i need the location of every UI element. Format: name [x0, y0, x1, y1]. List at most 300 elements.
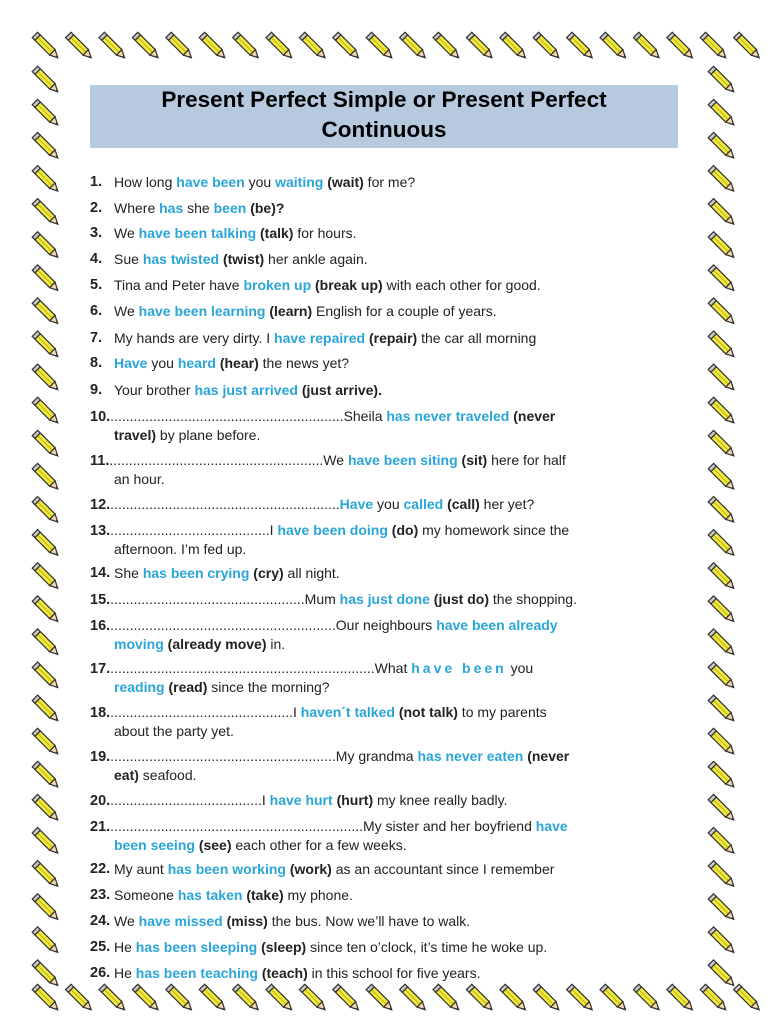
exercise-number: 14. — [90, 565, 111, 581]
pencil-icon — [708, 927, 736, 955]
verb-hint: (break up) — [315, 277, 383, 293]
sentence-text: you — [147, 355, 178, 371]
verb-hint: (hurt) — [336, 792, 374, 808]
sentence-text: afternoon. I’m fed up. — [114, 541, 247, 557]
answer-text: have been already — [436, 617, 558, 633]
answer-text: Have — [339, 496, 374, 512]
pencil-icon — [199, 32, 227, 60]
pencil-icon — [32, 232, 60, 260]
exercise-sentence — [90, 659, 670, 678]
answer-text: has been teaching — [135, 965, 258, 981]
pencil-icon — [667, 984, 695, 1012]
exercise-sentence — [90, 381, 670, 399]
pencil-icon — [433, 984, 461, 1012]
answer-text: heard — [177, 355, 216, 371]
exercise-continuation — [90, 635, 670, 653]
pencil-icon — [132, 984, 160, 1012]
sentence-text: for hours. — [293, 225, 357, 241]
verb-hint: (just arrive). — [301, 382, 382, 398]
exercise-item — [90, 250, 670, 268]
exercise-sentence — [90, 407, 670, 426]
exercise-number: 21. — [90, 819, 111, 835]
exercise-sentence — [90, 302, 670, 320]
exercise-number: 12. — [90, 497, 111, 513]
sentence-text: He — [114, 965, 136, 981]
pencil-icon — [708, 232, 736, 260]
pencil-icon — [32, 761, 60, 789]
exercise-number: 11. — [90, 453, 110, 469]
sentence-text: about the party yet. — [114, 723, 234, 739]
exercise-number: 8. — [90, 355, 103, 371]
verb-hint: (see) — [198, 837, 232, 853]
exercise-number: 23. — [90, 887, 111, 903]
exercise-number: 7. — [90, 330, 103, 346]
pencil-icon — [708, 463, 736, 491]
exercise-number: 17. — [90, 661, 111, 677]
pencil-icon — [32, 984, 60, 1012]
sentence-text: I — [269, 522, 278, 538]
title-box — [90, 85, 678, 148]
pencil-icon — [333, 984, 361, 1012]
exercise-item — [90, 659, 670, 696]
pencil-icon — [32, 32, 60, 60]
sentence-text: you — [244, 174, 276, 190]
exercise-item — [90, 886, 670, 904]
sentence-text: He — [114, 939, 136, 955]
answer-blank: ................................................................. — [110, 818, 363, 834]
pencil-icon — [708, 166, 736, 194]
exercise-number: 2. — [90, 200, 103, 216]
answer-text: has never eaten — [417, 748, 524, 764]
answer-text: have hurt — [269, 792, 333, 808]
exercise-item — [90, 817, 670, 854]
answer-blank: ....................................... — [110, 792, 262, 808]
answer-blank: .......................................................... — [110, 617, 336, 633]
pencil-icon — [466, 984, 494, 1012]
sentence-text: you — [373, 496, 404, 512]
verb-hint: (sleep) — [261, 939, 307, 955]
answer-text: have been doing — [277, 522, 388, 538]
sentence-text: My aunt — [114, 861, 168, 877]
sentence-text: the bus. Now we’ll have to walk. — [267, 913, 471, 929]
exercise-sentence — [90, 564, 670, 582]
exercise-item — [90, 199, 670, 217]
sentence-text: My grandma — [335, 748, 418, 764]
pencil-icon — [32, 397, 60, 425]
pencil-icon — [266, 32, 294, 60]
sentence-text: the shopping. — [489, 591, 577, 607]
pencil-icon — [708, 629, 736, 657]
sentence-text: the car all morning — [417, 330, 537, 346]
exercise-item — [90, 791, 670, 810]
pencil-icon — [32, 828, 60, 856]
sentence-text: I — [293, 704, 301, 720]
sentence-text: you — [506, 660, 534, 676]
verb-hint: (talk) — [260, 225, 294, 241]
exercise-continuation — [90, 836, 670, 854]
exercise-sentence — [90, 703, 670, 722]
verb-hint: (call) — [447, 496, 480, 512]
answer-text: has twisted — [142, 251, 220, 267]
exercise-item — [90, 407, 670, 444]
exercise-sentence — [90, 590, 670, 609]
answer-text: has — [159, 200, 184, 216]
exercise-sentence — [90, 938, 670, 956]
pencil-icon — [32, 596, 60, 624]
sentence-text: all night. — [283, 565, 340, 581]
pencil-icon — [500, 984, 528, 1012]
verb-hint: (work) — [289, 861, 332, 877]
verb-hint: (repair) — [368, 330, 418, 346]
sentence-text: Someone — [114, 887, 178, 903]
exercise-item — [90, 173, 670, 191]
answer-blank: ........................................................... — [110, 496, 340, 512]
answer-text: haven´t talked — [300, 704, 395, 720]
pencil-icon — [366, 984, 394, 1012]
pencil-icon — [32, 199, 60, 227]
exercise-continuation — [90, 470, 670, 488]
sentence-text: We — [114, 303, 139, 319]
exercise-item — [90, 703, 670, 740]
pencil-icon — [32, 331, 60, 359]
pencil-icon — [32, 894, 60, 922]
pencil-icon — [32, 430, 60, 458]
pencil-icon — [708, 728, 736, 756]
answer-text: broken up — [243, 277, 312, 293]
sentence-text: Sue — [114, 251, 143, 267]
answer-text: have been — [176, 174, 245, 190]
answer-text: have been siting — [347, 452, 458, 468]
exercise-item — [90, 521, 670, 558]
verb-hint: eat) — [114, 767, 139, 783]
pencil-icon — [266, 984, 294, 1012]
sentence-text: My hands are very dirty. I — [114, 330, 275, 346]
pencil-icon — [708, 828, 736, 856]
verb-hint: (already move) — [167, 636, 267, 652]
exercise-number: 19. — [90, 749, 111, 765]
verb-hint: travel) — [114, 427, 157, 443]
exercise-number: 16. — [90, 618, 111, 634]
verb-hint: (take) — [246, 887, 284, 903]
sentence-text: Our neighbours — [335, 617, 437, 633]
answer-text: called — [403, 496, 444, 512]
sentence-text: to my parents — [457, 704, 547, 720]
exercise-sentence — [90, 329, 670, 347]
pencil-icon — [99, 32, 127, 60]
pencil-icon — [32, 927, 60, 955]
pencil-icon — [600, 984, 628, 1012]
pencil-icon — [333, 32, 361, 60]
exercise-continuation — [90, 426, 670, 444]
answer-blank: ....................................................... — [109, 452, 324, 468]
sentence-text: What — [374, 660, 412, 676]
exercise-number: 24. — [90, 913, 111, 929]
exercise-item — [90, 590, 670, 609]
pencil-icon — [708, 430, 736, 458]
pencil-icon — [708, 695, 736, 723]
sentence-text: the news yet? — [258, 355, 350, 371]
sentence-text: she — [183, 200, 214, 216]
answer-text: has been crying — [142, 565, 250, 581]
pencil-icon — [199, 984, 227, 1012]
verb-hint: (never — [513, 408, 556, 424]
sentence-text: She — [114, 565, 143, 581]
pencil-icon — [708, 397, 736, 425]
pencil-icon — [32, 794, 60, 822]
pencil-icon — [32, 364, 60, 392]
verb-hint: (just do) — [433, 591, 489, 607]
sentence-text: Sheila — [343, 408, 387, 424]
exercise-number: 13. — [90, 523, 111, 539]
pencil-icon — [734, 984, 762, 1012]
pencil-icon — [667, 32, 695, 60]
pencil-icon — [32, 298, 60, 326]
sentence-text: for me? — [363, 174, 416, 190]
answer-text: have been — [411, 660, 507, 676]
exercise-item — [90, 276, 670, 294]
answer-text: has never traveled — [386, 408, 510, 424]
answer-blank: ......................................... — [110, 522, 270, 538]
exercise-sentence — [90, 747, 670, 766]
pencil-icon — [708, 596, 736, 624]
verb-hint: (never — [527, 748, 570, 764]
pencil-icon — [400, 984, 428, 1012]
exercise-item — [90, 381, 670, 399]
pencil-icon — [32, 728, 60, 756]
exercise-item — [90, 938, 670, 956]
pencil-icon — [708, 794, 736, 822]
pencil-icon — [233, 984, 261, 1012]
pencil-icon — [708, 364, 736, 392]
exercise-number: 26. — [90, 965, 111, 981]
pencil-icon — [32, 861, 60, 889]
exercise-continuation — [90, 540, 670, 558]
exercise-sentence — [90, 964, 670, 982]
sentence-text: as an accountant since I remember — [331, 861, 555, 877]
exercise-number: 22. — [90, 861, 111, 877]
verb-hint: (wait) — [327, 174, 364, 190]
sentence-text: since ten o’clock, it’s time he woke up. — [306, 939, 548, 955]
sentence-text: Where — [114, 200, 160, 216]
answer-text: waiting — [275, 174, 324, 190]
exercise-sentence — [90, 173, 670, 191]
pencil-icon — [708, 132, 736, 160]
exercise-item — [90, 302, 670, 320]
title-line-2: Continuous — [321, 117, 447, 142]
sentence-text: with each other for good. — [382, 277, 541, 293]
pencil-icon — [32, 563, 60, 591]
verb-hint: (miss) — [226, 913, 268, 929]
pencil-icon — [700, 32, 728, 60]
sentence-text: her yet? — [479, 496, 535, 512]
pencil-icon — [99, 984, 127, 1012]
pencil-icon — [32, 66, 60, 94]
exercise-number: 10. — [90, 409, 111, 425]
answer-blank: .................................................................... — [110, 660, 375, 676]
sentence-text: her ankle again. — [264, 251, 368, 267]
sentence-text: Mum — [304, 591, 340, 607]
answer-text: been — [213, 200, 247, 216]
exercise-number: 15. — [90, 592, 111, 608]
exercise-item — [90, 912, 670, 930]
sentence-text: We — [114, 913, 139, 929]
exercise-item — [90, 329, 670, 347]
exercise-number: 9. — [90, 382, 103, 398]
sentence-text: my homework since the — [418, 522, 570, 538]
exercise-item — [90, 451, 670, 488]
pencil-icon — [708, 563, 736, 591]
sentence-text: Your brother — [114, 382, 195, 398]
answer-blank: .......................................................... — [110, 748, 336, 764]
answer-text: been seeing — [114, 837, 195, 853]
sentence-text: an hour. — [114, 471, 165, 487]
pencil-icon — [299, 984, 327, 1012]
pencil-icon — [466, 32, 494, 60]
pencil-icon — [708, 497, 736, 525]
exercise-item — [90, 354, 670, 372]
answer-text: moving — [114, 636, 164, 652]
answer-text: have — [535, 818, 568, 834]
exercise-item — [90, 495, 670, 514]
verb-hint: (sit) — [461, 452, 488, 468]
pencil-icon — [433, 32, 461, 60]
exercise-sentence — [90, 791, 670, 810]
exercise-continuation — [90, 766, 670, 784]
pencil-icon — [708, 331, 736, 359]
exercise-sentence — [90, 451, 670, 470]
verb-hint: (not talk) — [398, 704, 458, 720]
pencil-icon — [366, 32, 394, 60]
pencil-icon — [400, 32, 428, 60]
pencil-icon — [66, 32, 94, 60]
sentence-text: in. — [266, 636, 286, 652]
pencil-icon — [32, 132, 60, 160]
exercise-sentence — [90, 250, 670, 268]
pencil-icon — [708, 662, 736, 690]
exercise-sentence — [90, 199, 670, 217]
pencil-icon — [567, 32, 595, 60]
pencil-icon — [708, 199, 736, 227]
pencil-icon — [700, 984, 728, 1012]
sentence-text: English for a couple of years. — [312, 303, 497, 319]
sentence-text: my knee really badly. — [373, 792, 508, 808]
pencil-icon — [500, 32, 528, 60]
exercise-sentence — [90, 224, 670, 242]
exercise-sentence — [90, 276, 670, 294]
answer-text: has just done — [339, 591, 430, 607]
pencil-icon — [32, 497, 60, 525]
sentence-text: in this school for five years. — [307, 965, 481, 981]
pencil-icon — [533, 32, 561, 60]
exercise-item — [90, 964, 670, 982]
pencil-icon — [708, 265, 736, 293]
exercise-number: 25. — [90, 939, 111, 955]
exercise-continuation — [90, 678, 670, 696]
pencil-icon — [633, 32, 661, 60]
pencil-icon — [708, 761, 736, 789]
pencil-icon — [32, 960, 60, 988]
sentence-text: We — [323, 452, 348, 468]
verb-hint: (teach) — [261, 965, 308, 981]
exercise-sentence — [90, 354, 670, 372]
answer-text: have repaired — [274, 330, 366, 346]
pencil-icon — [32, 463, 60, 491]
exercise-item — [90, 860, 670, 878]
answer-blank: ............................................................ — [110, 408, 344, 424]
pencil-icon — [708, 530, 736, 558]
pencil-icon — [734, 32, 762, 60]
answer-text: has taken — [177, 887, 243, 903]
answer-text: reading — [114, 679, 165, 695]
pencil-icon — [32, 662, 60, 690]
exercise-continuation — [90, 722, 670, 740]
verb-hint: (twist) — [222, 251, 265, 267]
pencil-icon — [166, 984, 194, 1012]
verb-hint: (learn) — [269, 303, 313, 319]
pencil-icon — [32, 99, 60, 127]
exercise-number: 6. — [90, 303, 103, 319]
sentence-text: Tina and Peter have — [114, 277, 244, 293]
verb-hint: (hear) — [219, 355, 259, 371]
verb-hint: (cry) — [253, 565, 284, 581]
pencil-icon — [299, 32, 327, 60]
answer-blank: ............................................... — [110, 704, 293, 720]
pencil-icon — [32, 695, 60, 723]
exercise-number: 5. — [90, 277, 103, 293]
exercise-item — [90, 616, 670, 653]
answer-blank: .................................................. — [110, 591, 305, 607]
pencil-icon — [708, 298, 736, 326]
pencil-icon — [32, 629, 60, 657]
verb-hint: (do) — [391, 522, 419, 538]
answer-text: has just arrived — [194, 382, 298, 398]
pencil-icon — [132, 32, 160, 60]
pencil-icon — [32, 166, 60, 194]
exercise-sentence — [90, 495, 670, 514]
answer-text: Have — [114, 355, 148, 371]
exercise-sentence — [90, 616, 670, 635]
sentence-text: since the morning? — [207, 679, 330, 695]
exercise-number: 20. — [90, 793, 111, 809]
pencil-icon — [166, 32, 194, 60]
exercise-item — [90, 564, 670, 582]
pencil-icon — [32, 265, 60, 293]
exercise-number: 3. — [90, 225, 103, 241]
sentence-text: here for half — [487, 452, 566, 468]
exercise-item — [90, 747, 670, 784]
answer-text: have been learning — [138, 303, 266, 319]
answer-text: have been talking — [138, 225, 257, 241]
exercise-sentence — [90, 886, 670, 904]
verb-hint: (be)? — [250, 200, 285, 216]
exercise-sentence — [90, 521, 670, 540]
exercise-number: 4. — [90, 251, 103, 267]
answer-text: has been sleeping — [135, 939, 258, 955]
pencil-icon — [708, 99, 736, 127]
sentence-text: We — [114, 225, 139, 241]
answer-text: has been working — [167, 861, 286, 877]
pencil-icon — [708, 861, 736, 889]
sentence-text: How long — [114, 174, 177, 190]
exercise-sentence — [90, 912, 670, 930]
exercise-item — [90, 224, 670, 242]
pencil-icon — [32, 530, 60, 558]
pencil-icon — [633, 984, 661, 1012]
title-line-1: Present Perfect Simple or Present Perfect — [161, 87, 607, 112]
sentence-text: each other for a few weeks. — [231, 837, 407, 853]
exercise-number: 18. — [90, 705, 111, 721]
sentence-text: I — [261, 792, 270, 808]
